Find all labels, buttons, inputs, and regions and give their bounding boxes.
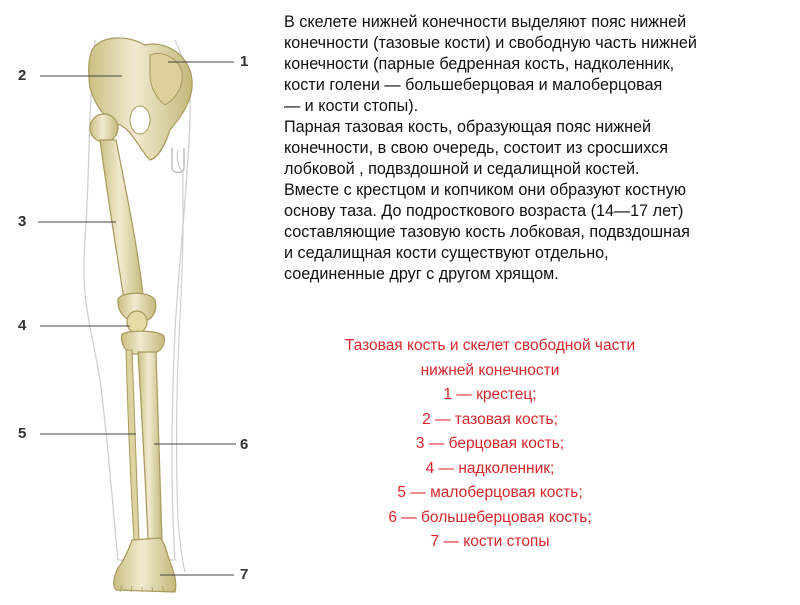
figure-caption [300, 334, 680, 555]
caption-item-1: 1 — крестец; [443, 386, 537, 403]
caption-title-line-2: нижней конечности [420, 361, 560, 379]
label-7: 7 [240, 566, 249, 583]
skeleton-figure [0, 0, 290, 600]
caption-item-3: 3 — берцовая кость; [415, 435, 565, 452]
label-4: 4 [18, 317, 27, 334]
caption-title-line-1: Тазовая кость и скелет свободной части [344, 337, 636, 354]
fibula-bone [126, 350, 139, 540]
caption-item-4: 4 — надколенник; [425, 459, 555, 477]
label-3: 3 [18, 213, 27, 230]
label-6: 6 [240, 436, 249, 453]
label-5: 5 [18, 425, 27, 442]
femur-head [90, 114, 118, 142]
description-text: В скелете нижней конечности выделяют пояс нижней конечности (тазовые кости) и свободную часть нижней конечности (парные бедренная кость, надколенник, кости голени — большеберцовая и малоберцовая — и кости стопы). Парная тазовая кость, образующая пояс нижней конечности, в свою очередь, состоит из сросшихся лобковой , подвздошной и седалищной костей. Вместе с крестцом и копчиком они образуют костную основу таза. До подросткового возраста (14—17 лет) составляющие тазовую кость лобковая, подвздошная и седалищная кости существуют отдельно, соединенные друг с другом хрящом. [284, 13, 697, 283]
foot-bones [114, 538, 176, 592]
tibia-bone [138, 352, 162, 540]
obturator-foramen [130, 106, 150, 134]
caption-item-5: 5 — малоберцовая кость; [397, 484, 583, 501]
leg-skeleton-illustration [0, 0, 290, 600]
patella-bone [127, 311, 147, 333]
label-1: 1 [240, 53, 249, 70]
caption-item-6: 6 — большеберцовая кость; [388, 508, 592, 526]
caption-item-7: 7 — кости стопы [430, 533, 550, 550]
caption-item-2: 2 — тазовая кость; [422, 410, 558, 428]
label-2: 2 [18, 67, 27, 84]
